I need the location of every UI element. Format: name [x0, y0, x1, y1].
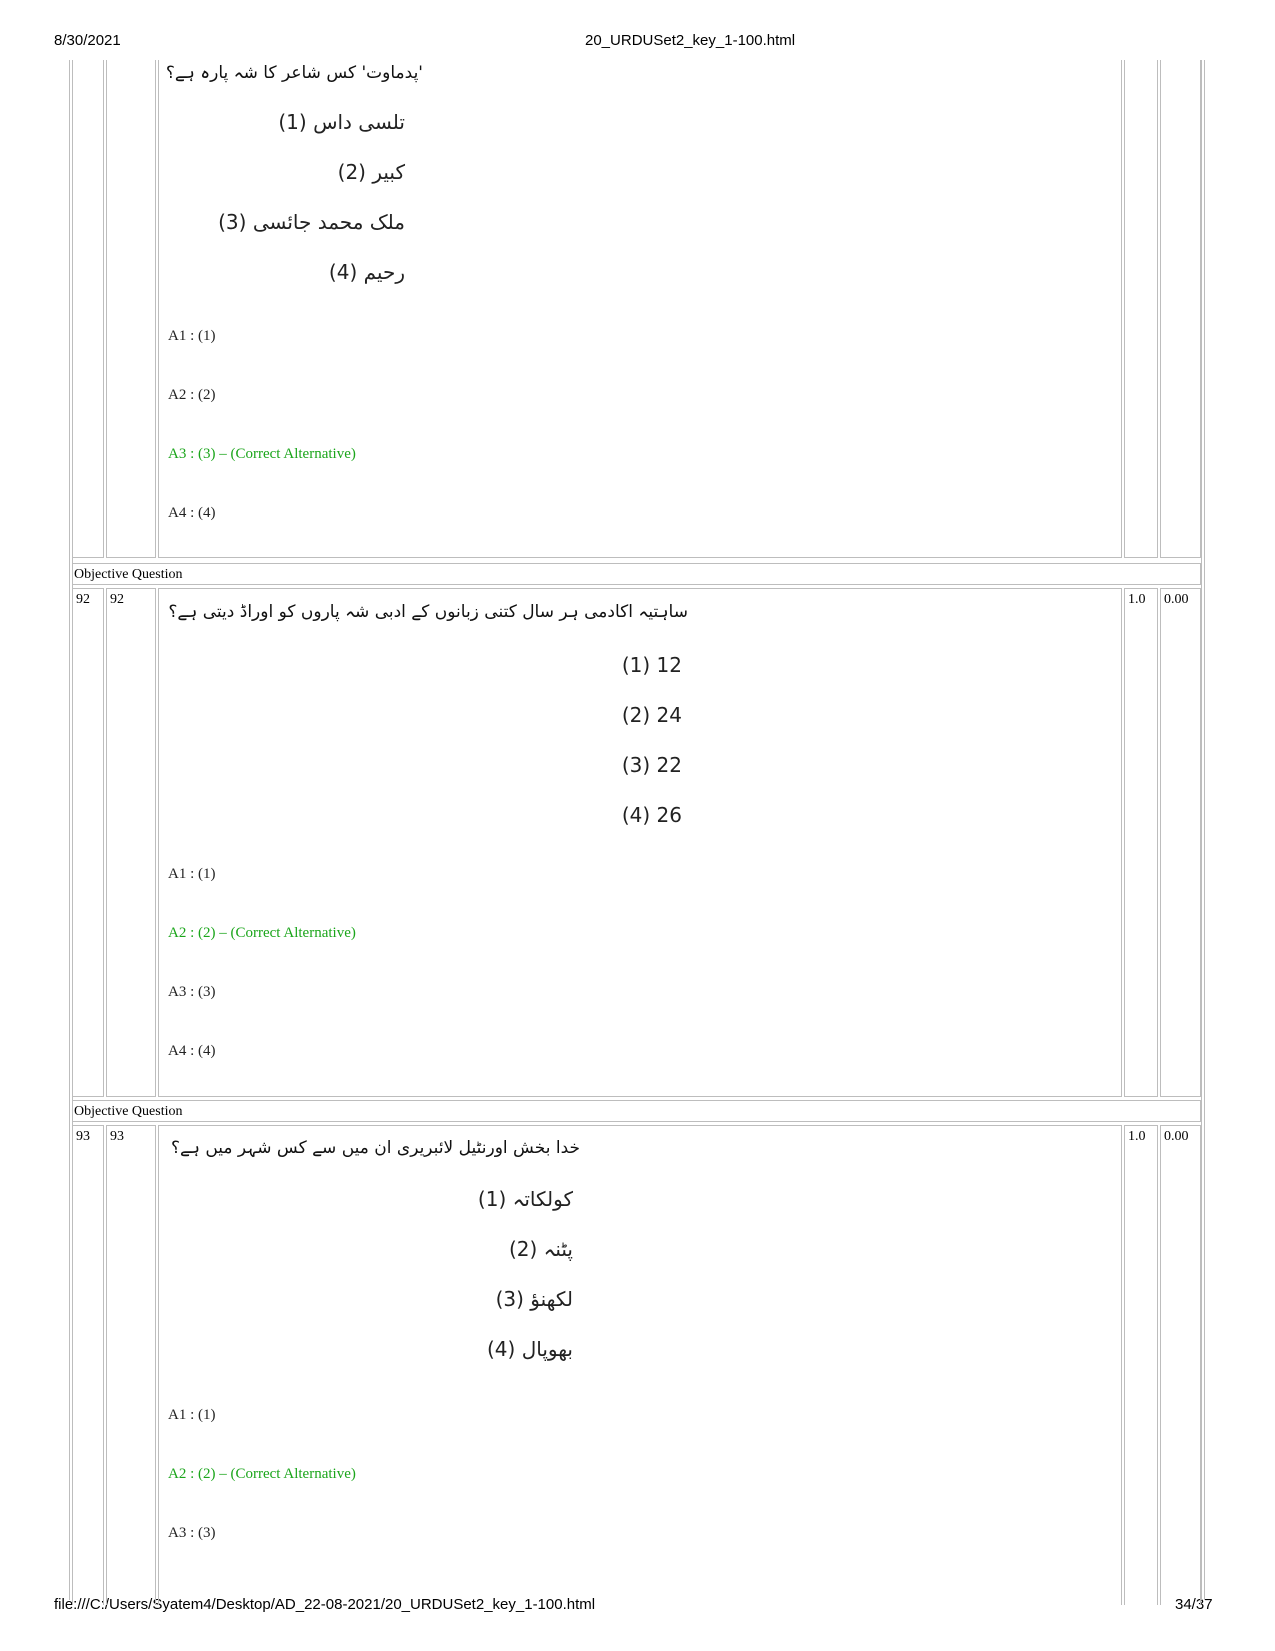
q91-sno-cell — [106, 60, 156, 558]
answer-1: A1 : (1) — [168, 328, 216, 344]
q93-negative-cell — [1160, 1125, 1201, 1605]
table-border — [1201, 60, 1202, 1600]
option-number: (4) — [328, 260, 358, 284]
option-text: 24 — [656, 703, 682, 727]
option-2 — [509, 1237, 573, 1261]
answer-2-correct: A2 : (2) – (Correct Alternative) — [168, 925, 356, 941]
option-text: بھوپال — [521, 1337, 573, 1361]
answer-1: A1 : (1) — [168, 866, 216, 882]
option-text: 22 — [656, 753, 682, 777]
answer-2: A2 : (2) — [168, 387, 216, 403]
q93-no-cell — [72, 1125, 104, 1605]
q92-negative-cell — [1160, 588, 1201, 1097]
marks: 1.0 — [1128, 592, 1146, 607]
negative-marks: 0.00 — [1164, 592, 1189, 607]
option-number: (3) — [495, 1287, 524, 1311]
section-row — [72, 563, 1201, 585]
file-path: file:///C:/Users/Syatem4/Desktop/AD_22-08-2021/20_URDUSet2_key_1-100.html — [54, 1596, 596, 1613]
print-date: 8/30/2021 — [54, 32, 121, 49]
option-number: (2) — [337, 160, 366, 184]
option-text: ملک محمد جائسی — [252, 210, 405, 234]
answer-3: A3 : (3) — [168, 1525, 216, 1541]
option-number: (1) — [278, 110, 307, 134]
document-title: 20_URDUSet2_key_1-100.html — [585, 32, 796, 49]
table-border — [1204, 60, 1205, 1600]
question-number: 92 — [76, 592, 90, 607]
option-4 — [487, 1337, 573, 1361]
option-text: کبیر — [372, 160, 405, 184]
option-3 — [622, 753, 682, 777]
option-number: (3) — [218, 210, 247, 234]
option-text: رحیم — [363, 260, 405, 284]
question-text: ساہتیہ اکادمی ہر سال کتنی زبانوں کے ادبی شہ پاروں کو اوراڈ دیتی ہے؟ — [168, 602, 688, 622]
section-label: Objective Question — [74, 567, 183, 582]
option-1 — [278, 110, 405, 134]
q91-no-cell — [72, 60, 104, 558]
answer-3: A3 : (3) — [168, 984, 216, 1000]
option-number: (4) — [486, 1337, 516, 1361]
option-4 — [622, 803, 682, 827]
answer-2-correct: A2 : (2) – (Correct Alternative) — [168, 1466, 356, 1482]
q92-sno-cell — [106, 588, 156, 1097]
option-3 — [496, 1287, 573, 1311]
answer-1: A1 : (1) — [168, 1407, 216, 1423]
q92-no-cell — [72, 588, 104, 1097]
option-text: 26 — [656, 803, 682, 827]
q93-marks-cell — [1124, 1125, 1158, 1605]
question-text: 'پدماوت' کس شاعر کا شہ پارہ ہے؟ — [165, 63, 423, 83]
negative-marks: 0.00 — [1164, 1129, 1189, 1144]
option-3 — [218, 210, 405, 234]
option-number: (2) — [508, 1237, 538, 1261]
option-2 — [622, 703, 682, 727]
option-number: (2) — [621, 703, 651, 727]
option-number: (4) — [621, 803, 651, 827]
option-text: پٹنہ — [543, 1237, 573, 1261]
table-border — [69, 60, 70, 1600]
option-text: کولکاتہ — [512, 1187, 573, 1211]
q93-sno-cell — [106, 1125, 156, 1605]
question-serial: 93 — [110, 1129, 124, 1144]
option-number: (3) — [621, 753, 651, 777]
option-text: 12 — [656, 653, 682, 677]
q92-marks-cell — [1124, 588, 1158, 1097]
question-number: 93 — [76, 1129, 90, 1144]
answer-4: A4 : (4) — [168, 505, 216, 521]
option-number: (1) — [621, 653, 651, 677]
question-serial: 92 — [110, 592, 124, 607]
question-text: خدا بخش اورنٹیل لائبریری ان میں سے کس شہر میں ہے؟ — [171, 1138, 580, 1158]
marks: 1.0 — [1128, 1129, 1146, 1144]
q93-question-cell — [158, 1125, 1122, 1605]
section-row — [72, 1100, 1201, 1122]
option-1 — [622, 653, 682, 677]
q91-negative-cell — [1160, 60, 1201, 558]
option-2 — [338, 160, 405, 184]
option-text: تلسی داس — [313, 110, 405, 134]
page-number: 34/37 — [1175, 1596, 1213, 1613]
q91-question-cell — [158, 60, 1122, 558]
option-1 — [478, 1187, 573, 1211]
q91-marks-cell — [1124, 60, 1158, 558]
option-number: (1) — [477, 1187, 507, 1211]
answer-3-correct: A3 : (3) – (Correct Alternative) — [168, 446, 356, 462]
option-4 — [329, 260, 405, 284]
section-label: Objective Question — [74, 1104, 183, 1119]
answer-4: A4 : (4) — [168, 1043, 216, 1059]
option-text: لکھنؤ — [530, 1287, 573, 1311]
